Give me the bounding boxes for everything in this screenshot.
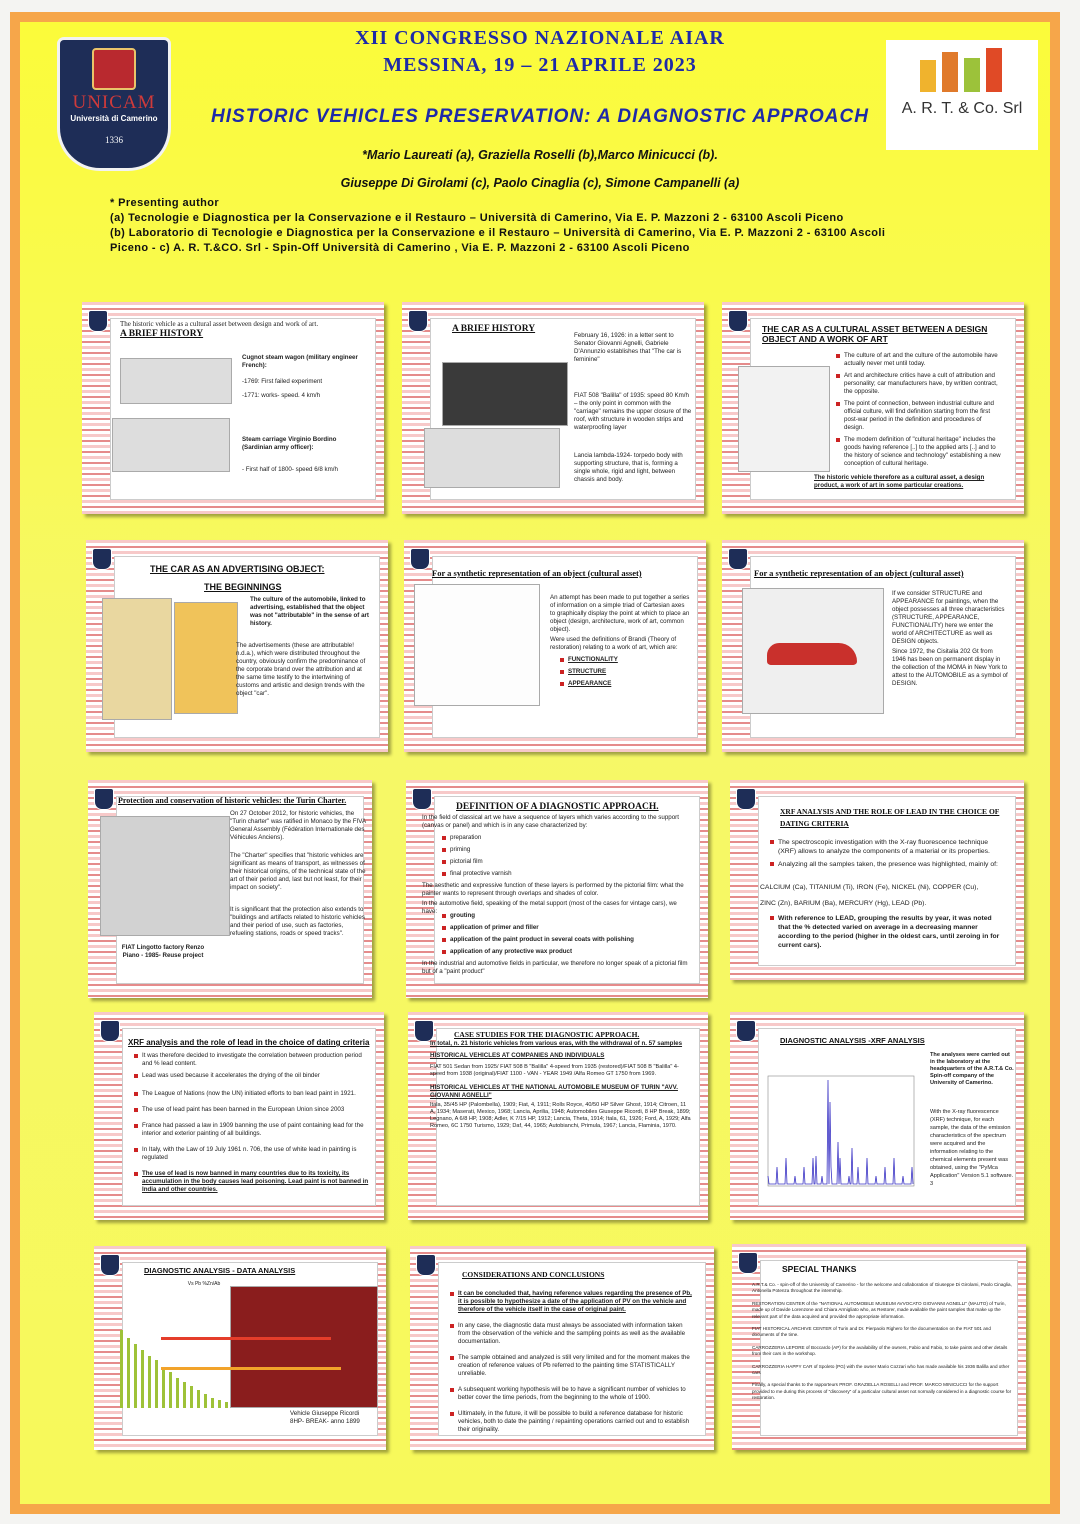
panel-heading: HISTORICAL VEHICLES AT COMPANIES AND INDIVIDUALS: [430, 1052, 605, 1059]
lead-bar: [127, 1338, 130, 1408]
unicam-badge-icon: [412, 788, 432, 810]
unicam-badge-icon: [736, 788, 756, 810]
list-item: APPEARANCE: [568, 680, 680, 688]
unicam-badge-icon: [736, 1020, 756, 1042]
panel-list: [770, 914, 1006, 954]
lead-bar: [169, 1372, 172, 1408]
panel-title: Protection and conservation of historic vehicles: the Turin Charter.: [118, 796, 347, 805]
lead-bar: [176, 1378, 179, 1408]
panel-text: The advertisements (these are attributable! n.d.a.), which were distributed throughout the country, obviously confirm the predominance of the corporate brand over the attribution and at the same time testify to the intertwining of customs and artistic and design trends with the object "car".: [236, 642, 366, 697]
panel-advertising: [86, 540, 388, 752]
panel-subtitle: The historic vehicle as a cultural asset between design and work of art.: [120, 320, 319, 328]
panel-text: If we consider STRUCTURE and APPEARANCE for paintings, when the object possesses all three characteristics (STRUCTURE, APPEARANCE, FUNCTIONALITY) here we enter the world of ARCHITECTURE as well as DESIGN objects.: [892, 590, 1005, 645]
cisitalia-car-image: [742, 588, 884, 714]
unicam-badge-icon: [94, 788, 114, 810]
list-item: priming: [450, 846, 662, 854]
xrf-spectrum-chart: [750, 1072, 918, 1202]
panel-turin-charter: [88, 780, 372, 998]
lead-bar: [120, 1330, 123, 1408]
unicam-badge-icon: [88, 310, 108, 332]
lead-bar: [134, 1344, 137, 1408]
panel-title: THE CAR AS AN ADVERTISING OBJECT:: [150, 564, 325, 574]
poster-image-2: [174, 602, 238, 714]
panel-text: On 27 October 2012, for historic vehicles, the "Turin charter" was ratified in Monaco by the FIVA General Assembly (Fédération Internationale des Véhicules Anciens).: [230, 810, 366, 841]
lingotto-image: [100, 816, 230, 936]
cartesian-axes-image: [414, 584, 540, 706]
panel-title: THE BEGINNINGS: [204, 582, 282, 592]
panel-list: [442, 912, 682, 960]
panel-special-thanks: [732, 1244, 1026, 1450]
panel-cultural-asset: [722, 302, 1024, 514]
authors-line-2: Giuseppe Di Girolami (c), Paolo Cinaglia (c), Simone Campanelli (a): [340, 176, 740, 190]
list-item: grouting: [450, 912, 682, 920]
panel-xrf-analysis: [730, 780, 1024, 980]
panel-text: The analyses were carried out in the laboratory at the headquarters of the A.R.T.& Co. Spin-off company of the University of Camerino.: [930, 1052, 1014, 1086]
lead-bar: [183, 1382, 186, 1408]
panel-text: February 16, 1926: in a letter sent to Senator Giovanni Agnelli, Gabriele D'Annunzio establishes that "The car is feminine": [574, 332, 682, 363]
panel-text: -1769: First failed experiment: [242, 378, 323, 385]
panel-text: CALCIUM (Ca), TITANIUM (Ti), IRON (Fe), NICKEL (Ni), COPPER (Cu),: [760, 884, 979, 891]
panel-brief-history-1: [82, 302, 384, 514]
thanks-list: [752, 1282, 1014, 1402]
list-item: Analyzing all the samples taken, the presence was highlighted, mainly of:: [778, 860, 1006, 869]
panel-xrf-lead: [94, 1012, 384, 1220]
unicam-badge-icon: [414, 1020, 434, 1042]
list-item: With reference to LEAD, grouping the results by year, it was noted that the % detected varied on average in a decreasing manner according to the period (higher in the oldest cars, until zeroing in for current cars).: [778, 914, 1006, 950]
panel-diagnostic-approach: [406, 780, 708, 998]
presenting-author: * Presenting author: [110, 197, 220, 209]
panel-xrf-diagnostic: [730, 1012, 1024, 1220]
panel-text: It is significant that the protection also extends to "buildings and artifacts related to historic vehicles and their period of use, such as factories, refueling stations, roads or speed tracks".: [230, 906, 365, 937]
panel-text: An attempt has been made to put together a series of information on a simple triad of Cartesian axes to graphically display the point at which to place an object (design, architecture, work of art, common object).: [550, 594, 690, 633]
panel-list: [134, 1052, 370, 1198]
list-item: STRUCTURE: [568, 668, 680, 676]
panel-title: For a synthetic representation of an object (cultural asset): [432, 568, 642, 578]
panel-text: Steam carriage Virginio Bordino (Sardinian army officer):: [242, 436, 337, 451]
panel-title: XRF ANALYSIS AND THE ROLE OF LEAD IN THE CHOICE OF DATING CRITERIA: [780, 807, 1000, 828]
panel-text: In total, n. 21 historic vehicles from various eras, with the withdrawal of n. 57 samples: [430, 1040, 683, 1047]
unicam-badge-icon: [100, 1020, 120, 1042]
logo-right-name: A. R. T. & Co. Srl: [901, 100, 1023, 117]
panel-title: DIAGNOSTIC ANALYSIS -XRF ANALYSIS: [780, 1036, 925, 1045]
list-item: The modern definition of "cultural heritage" includes the goods having reference [..] to the applied arts [..] and to the history of science and technology" establishing a new conception of cultural heritage.: [844, 436, 1001, 467]
design-sketch-image: [738, 366, 830, 472]
authors-line-1: *Mario Laureati (a), Graziella Roselli (b),Marco Minicucci (b).: [362, 148, 718, 162]
unicam-badge-icon: [738, 1252, 758, 1274]
thanks-item: FIAT HISTORICAL ARCHIVE CENTER of Turin and Dr. Pierpaolo Righero for the documentation on the FIAT 501 and documents of the time.: [752, 1326, 991, 1338]
unicam-badge-icon: [100, 1254, 120, 1276]
thanks-item: A.R.T.& Co. - spin-off of the University of Camerino - for the welcome and collaboration of Giuseppe Di Girolami, Paolo Cinaglia, Antonella Potenza throughout the internship.: [752, 1282, 1012, 1294]
panel-list: [450, 1290, 694, 1438]
panel-title: A BRIEF HISTORY: [452, 324, 536, 334]
panel-text: ZINC (Zn), BARIUM (Ba), MERCURY (Hg), LEAD (Pb).: [760, 900, 927, 907]
panel-text: FIAT 508 "Balilla" of 1935: speed 80 Km/h – the only point in common with the "carriage" remains the upper closure of the roof, with structure in wooden strips and waterproofing layer: [574, 392, 692, 431]
list-item: application of any protective wax product: [450, 948, 682, 956]
panel-conclusions: [410, 1246, 714, 1450]
affiliation-a: (a) Tecnologie e Diagnostica per la Conservazione e il Restauro – Università di Camerino, Via E. P. Mazzoni 2 - 63100 Ascoli Piceno: [110, 212, 844, 224]
thanks-item: RESTORATION CENTER of the "NATIONAL AUTOMOBILE MUSEUM AVVOCATO GIOVANNI AGNELLI" (MAUTO) of Turin, made up of Davide Lorenzone and Chiara Armigliato who, as Restorer, made available the paint samples that make up the relevant part of the data acquired and provided the appropriate information.: [752, 1300, 1006, 1319]
steam-carriage-image: [112, 418, 230, 472]
list-item: The use of lead is now banned in many countries due to its toxicity, its accumulation in the body causes lead poisoning. Lead paint is not banned in India and other countries.: [142, 1170, 369, 1193]
list-item: The sample obtained and analyzed is still very limited and for the moment makes the creation of reference values of Pb referred to the painting time STATISTICALLY unreliable.: [458, 1354, 694, 1378]
affiliation-c: Piceno - c) A. R. T.&CO. Srl - Spin-Off Università di Camerino , Via E. P. Mazzoni 2 - 63100 Ascoli Piceno: [110, 242, 690, 254]
lead-bar: [141, 1350, 144, 1408]
lead-bar: [225, 1402, 228, 1408]
panel-title: DIAGNOSTIC ANALYSIS - DATA ANALYSIS: [144, 1266, 296, 1275]
panel-text: Itala, 35/45 HP (Palombella), 1909; Fiat, 4, 1911; Rolls Royce, 40/50 HP Silver Ghost, 1914; Citroen, 11 A, 1934; Maserati, Mexico, 1968; Lancia, Aprilia, 1948; Automobiles Giuseppe Ricordi, 8 HP Break, 1899; Legnano, A 6/8 HP, 1908; Adler, K 7/15 HP, 1912; Lancia, Theta, 1914; Itala, 61, 1926; Ford, A, 1929; Alfa Romeo, 6C 1750 Turismo, 1929; Daf, 44, 1965; Autobianchi, Primula, 1967; Lancia, Flaminia, 1970.: [430, 1102, 691, 1129]
vehicle-ricordi-image: [230, 1286, 378, 1408]
list-item: FUNCTIONALITY: [568, 656, 680, 664]
list-item: It can be concluded that, having reference values regarding the presence of Pb, it is possible to hypothesize a date of the application of PV on the vehicle and therefore of the vehicle itself in the case of original paint.: [458, 1290, 694, 1314]
unicam-badge-icon: [416, 1254, 436, 1276]
lead-bar: [190, 1386, 193, 1408]
panel-text: Lancia lambda-1924- torpedo body with supporting structure, that is, forming a single whole, rigid and light, between chassis and body.: [574, 452, 683, 483]
panel-case-studies: [408, 1012, 708, 1220]
list-item: Art and architecture critics have a cult of attribution and personality; car manufacturers have, by written contract, the opposite.: [844, 372, 1002, 396]
lead-bar: [211, 1398, 214, 1408]
lead-bar: [218, 1400, 221, 1408]
list-item: In Italy, with the Law of 19 July 1961 n. 706, the use of white lead in painting is regulated: [142, 1146, 370, 1162]
panel-heading: HISTORICAL VEHICLES AT THE NATIONAL AUTOMOBILE MUSEUM OF TURIN "AVV. GIOVANNI AGNELLI": [430, 1084, 678, 1099]
panel-text: With the X-ray fluorescence (XRF) technique, for each sample, the data of the emission characteristics of the spectrum were acquired and the information relating to the chemical elements present was obtained, using the "PyMca Application" Version 5.1 software. 3: [930, 1109, 1014, 1187]
panel-text: Since 1972, the Cisitalia 202 Gt from 1946 has been on permanent display in the collection of the MOMA in New York to attest to the AUTOMOBILE as a symbol of DESIGN.: [892, 648, 1008, 687]
list-item: The League of Nations (now the UN) initiated efforts to ban lead paint in 1921.: [142, 1090, 370, 1098]
panel-title: XRF analysis and the role of lead in the choice of dating criteria: [128, 1038, 370, 1047]
list-item: final protective varnish: [450, 870, 662, 878]
panel-list: [770, 838, 1006, 873]
lead-bar: [204, 1394, 207, 1408]
image-caption: FIAT Lingotto factory Renzo Piano - 1985- Reuse project: [121, 944, 205, 959]
list-item: application of the paint product in several coats with polishing: [450, 936, 682, 944]
place-date: MESSINA, 19 – 21 APRILE 2023: [383, 54, 697, 76]
panel-text: -1771: works- speed. 4 km/h: [242, 392, 321, 399]
panel-text: Were used the definitions of Brandi (Theory of restoration) relating to a work of art, which are:: [550, 636, 678, 651]
affiliation-b: (b) Laboratorio di Tecnologie e Diagnostica per la Conservazione e il Restauro – Università di Camerino, Via E. P. Mazzoni 2 - 63100 Ascoli: [110, 227, 886, 239]
panel-text: Cugnot steam wagon (military engineer French):: [242, 354, 358, 369]
logo-left-year: 1336: [105, 135, 123, 145]
list-item: The culture of art and the culture of the automobile have actually never met until today.: [844, 352, 1002, 368]
panel-synthetic-1: [404, 540, 706, 752]
list-item: The spectroscopic investigation with the X-ray fluorescence technique (XRF) allows to analyze the components of a material or its properties.: [778, 838, 1006, 856]
panel-text: The historic vehicle therefore as a cultural asset, a design product, a work of art in some particular creations.: [814, 474, 985, 489]
panel-text: The aesthetic and expressive function of these layers is performed by the pictorial film: what the painter wants to represent through overlaps and shades of color.: [422, 882, 684, 897]
panel-title: For a synthetic representation of an object (cultural asset): [754, 568, 964, 578]
list-item: The point of connection, between industrial culture and official culture, will find definition starting from the first post-war period in the definition and procedures of design.: [844, 400, 1002, 432]
panel-title: THE CAR AS A CULTURAL ASSET BETWEEN A DESIGN OBJECT AND A WORK OF ART: [762, 324, 988, 344]
panel-text: FIAT 501 Sedan from 1925/ FIAT 508 B "Balilla" 4-speed from 1935 (restored)/FIAT 508 B "Balilla" 4-speed from 1938 (original)/FIAT 1100 - VAN - YEAR 1949 /Alfa Romeo GT 1750 from 1969.: [430, 1064, 679, 1077]
list-item: preparation: [450, 834, 662, 842]
list-item: A subsequent working hypothesis will be to have a significant number of vehicles to better cover the time periods, from the beginning to the whole of 1900.: [458, 1386, 694, 1402]
list-item: application of primer and filler: [450, 924, 682, 932]
panel-title: A BRIEF HISTORY: [120, 329, 204, 339]
unicam-badge-icon: [728, 310, 748, 332]
congress-title: XII CONGRESSO NAZIONALE AIAR: [355, 27, 725, 49]
panel-list: [836, 352, 1002, 472]
poster-image-1: [102, 598, 172, 720]
panel-data-analysis: [94, 1246, 386, 1450]
panel-text: In the automotive field, speaking of the metal support (most of the cases for vintage cars), we have:: [422, 900, 677, 915]
list-item: It was therefore decided to investigate the correlation between production period and % lead content.: [142, 1052, 370, 1068]
lead-bar: [197, 1390, 200, 1408]
list-item: Lead was used because it accelerates the drying of the oil binder: [142, 1072, 370, 1080]
panel-title: CASE STUDIES FOR THE DIAGNOSTIC APPROACH.: [454, 1030, 640, 1039]
chart-title: Vs Pb %Zn/Ab: [187, 1281, 221, 1287]
panel-text: In the field of classical art we have a sequence of layers which varies according to the support (canvas or panel) and which is in any case characterized by:: [422, 814, 679, 829]
unicam-badge-icon: [728, 548, 748, 570]
list-item: In any case, the diagnostic data must always be associated with information taken from the observation of the vehicle and the sampling points as well as the available documentation.: [458, 1322, 694, 1346]
lancia-lambda-image: [424, 428, 560, 488]
unicam-badge-icon: [410, 548, 430, 570]
list-item: The use of lead paint has been banned in the European Union since 2003: [142, 1106, 370, 1114]
image-caption: Vehicle Giuseppe Ricordi 8HP- BREAK- anno 1899: [290, 1410, 360, 1425]
cugnot-wagon-image: [120, 358, 232, 404]
panel-text: The culture of the automobile, linked to advertising, established that the object was not "attributable" in the sense of art history.: [250, 596, 369, 627]
lead-bar: [155, 1360, 158, 1408]
unicam-badge-icon: [92, 548, 112, 570]
panel-text: The "Charter" specifies that "historic vehicles are significant as means of transport, as witnesses of their historical origins, of the technical state of the art of their period and, last but not least, for their impact on society".: [230, 852, 366, 891]
lead-bar: [162, 1368, 165, 1408]
thanks-item: CARROZZERIA LEPORE of Boccardo (AP) for the availability of the owners, Fabio and Fabio, to take paints and other details from their cars in the workshop.: [752, 1344, 1008, 1357]
panel-brief-history-2: [402, 302, 704, 514]
lead-bar: [148, 1356, 151, 1408]
panel-text: - First half of 1800- speed 6/8 km/h: [242, 466, 338, 473]
logo-left-sub: Università di Camerino: [70, 114, 158, 123]
fiat-balilla-image: [442, 362, 568, 426]
thanks-item: Finally, a special thanks to the rapporteurs PROF. GRAZIELLA ROSELLI and PROF. MARCO MINICUCCI for the support provided to me during this process of "discovery" of a particular cultural asset not normally considered in a diagnostic course for restoration.: [752, 1382, 1012, 1401]
panel-text: In the industrial and automotive fields in particular, we therefore no longer speak of a pictorial film but of a "paint product": [422, 960, 688, 975]
panel-list: [560, 656, 680, 692]
panel-title: CONSIDERATIONS AND CONCLUSIONS: [462, 1270, 605, 1279]
panel-title: DEFINITION OF A DIAGNOSTIC APPROACH.: [456, 802, 659, 812]
unicam-badge-icon: [408, 310, 428, 332]
thanks-item: CARROZZERIA HAPPY CAR of Spoleto (PG) with the owner Mario Cozzari who has made available his 1936 Balilla and other cars: [752, 1363, 1010, 1376]
logo-left-name: UNICAM: [72, 92, 156, 113]
list-item: France had passed a law in 1909 banning the use of paint containing lead for the interior and exterior painting of all buildings.: [142, 1122, 370, 1138]
panel-synthetic-2: [722, 540, 1024, 752]
panel-list: [442, 834, 662, 882]
panel-title: SPECIAL THANKS: [782, 1264, 857, 1274]
list-item: pictorial film: [450, 858, 662, 866]
poster-title: HISTORIC VEHICLES PRESERVATION: A DIAGNOSTIC APPROACH: [211, 106, 869, 127]
list-item: Ultimately, in the future, it will be possible to build a reference database for historic vehicles, both to date the painting / repainting operations carried out and to establish their originality.: [458, 1410, 694, 1434]
